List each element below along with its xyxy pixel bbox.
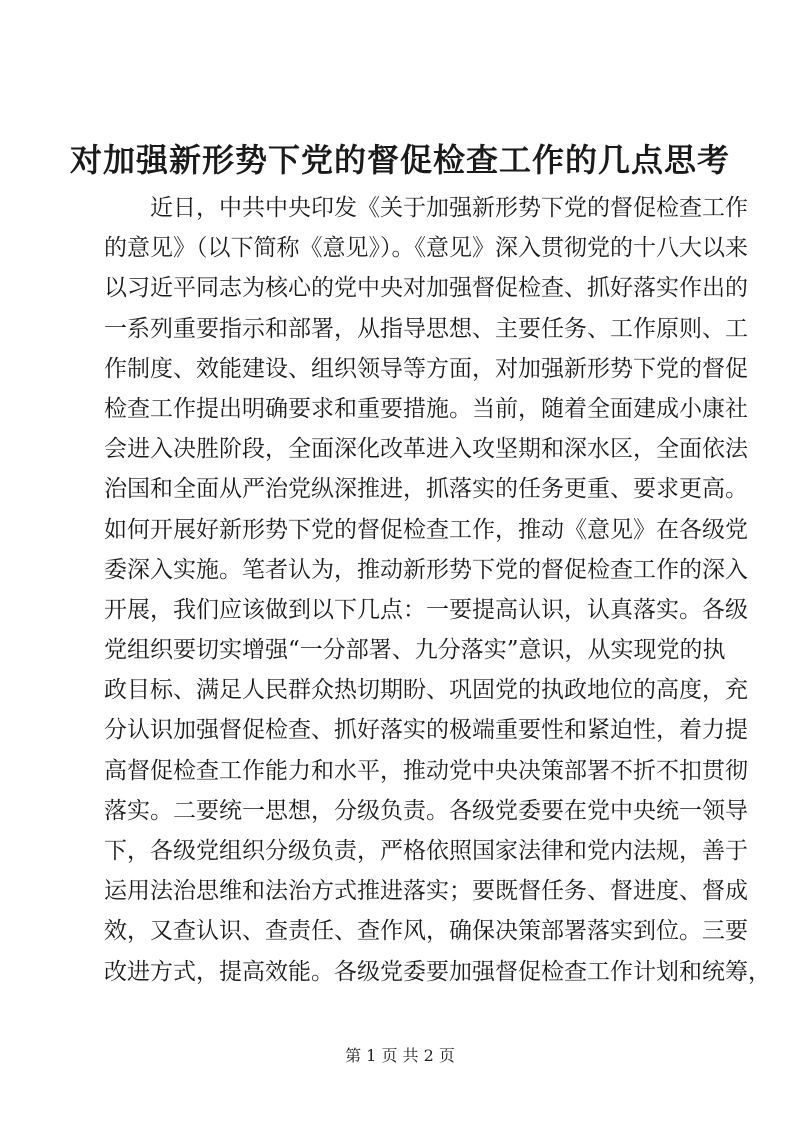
paragraph-line: 高督促检查工作能力和水平，推动党中央决策部署不折不扣贯彻 (104, 757, 748, 784)
paragraph-line: 治国和全面从严治党纵深推进，抓落实的任务更重、要求更高。 (104, 476, 748, 503)
paragraph-line: 以习近平同志为核心的党中央对加强督促检查、抓好落实作出的 (104, 275, 748, 302)
paragraph-line: 运用法治思维和法治方式推进落实；要既督任务、督进度、督成 (104, 878, 748, 905)
paragraph-line: 委深入实施。笔者认为，推动新形势下党的督促检查工作的深入 (104, 556, 748, 583)
paragraph-line: 落实。二要统一思想，分级负责。各级党委要在党中央统一领导 (104, 797, 748, 824)
paragraph-line: 效，又查认识、查责任、查作风，确保决策部署落实到位。三要 (104, 918, 748, 945)
paragraph-line: 政目标、满足人民群众热切期盼、巩固党的执政地位的高度，充 (104, 677, 748, 704)
document-body (104, 188, 771, 992)
paragraph-line: 检查工作提出明确要求和重要措施。当前，随着全面建成小康社 (104, 395, 748, 422)
paragraph-line: 的意见》（以下简称《意见》）。《意见》深入贯彻党的十八大以来 (104, 235, 748, 262)
paragraph-line: 下，各级党组织分级负责，严格依照国家法律和党内法规，善于 (104, 838, 748, 864)
paragraph-line: 分认识加强督促检查、抓好落实的极端重要性和紧迫性，着力提 (104, 717, 748, 744)
paragraph-line: 作制度、效能建设、组织领导等方面，对加强新形势下党的督促 (104, 355, 748, 382)
paragraph-line: 党组织要切实增强“一分部署、九分落实”意识，从实现党的执 (104, 637, 726, 664)
paragraph-line: 近日，中共中央印发《关于加强新形势下党的督促检查工作 (150, 195, 748, 221)
paragraph-line: 开展，我们应该做到以下几点：一要提高认识，认真落实。各级 (104, 596, 748, 623)
page-footer: 第 1 页 共 2 页 (345, 1046, 455, 1065)
document-title: 对加强新形势下党的督促检查工作的几点思考 (69, 141, 730, 179)
paragraph-line: 改进方式，提高效能。各级党委要加强督促检查工作计划和统筹， (104, 958, 771, 985)
paragraph-line: 会进入决胜阶段，全面深化改革进入攻坚期和深水区，全面依法 (104, 436, 748, 463)
paragraph-line: 如何开展好新形势下党的督促检查工作，推动《意见》在各级党 (104, 516, 748, 543)
paragraph-line: 一系列重要指示和部署，从指导思想、主要任务、工作原则、工 (104, 315, 748, 342)
